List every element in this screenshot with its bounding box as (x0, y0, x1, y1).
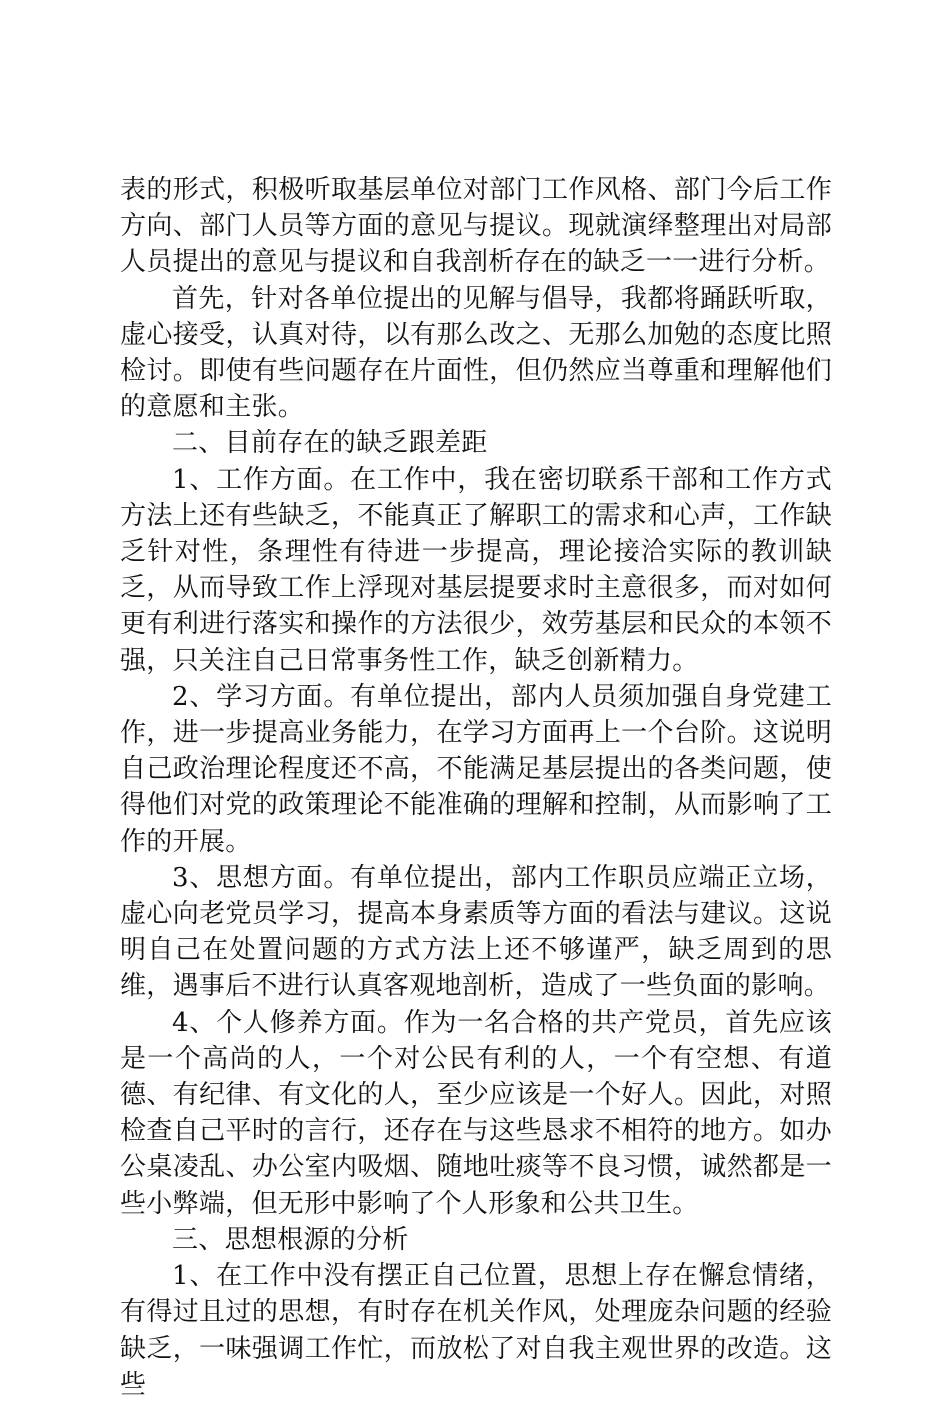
paragraph-work-aspect: 1、工作方面。在工作中，我在密切联系干部和工作方式方法上还有些缺乏，不能真正了解职工的需求和心声，工作缺乏针对性，条理性有待进一步提高，理论接洽实际的教训缺乏，从而导致工作上浮现对基层提要求时主意很多，而对如何更有利进行落实和操作的方法很少，效劳基层和民众的本领不强，只关注自己日常事务性工作，缺乏创新精力。 (120, 464, 832, 676)
paragraph-thought-aspect: 3、思想方面。有单位提出，部内工作职员应端正立场，虚心向老党员学习，提高本身素质等方面的看法与建议。这说明自己在处置问题的方式方法上还不够谨严，缺乏周到的思维，遇事后不进行认真客观地剖析，造成了一些负面的影响。 (120, 862, 832, 1002)
paragraph-attitude: 首先，针对各单位提出的见解与倡导，我都将踊跃听取，虚心接受，认真对待，以有那么改之、无那么加勉的态度比照检讨。即使有些问题存在片面性，但仍然应当尊重和理解他们的意愿和主张。 (120, 283, 832, 423)
paragraph-root-cause-1: 1、在工作中没有摆正自己位置，思想上存在懈怠情绪，有得过且过的思想，有时存在机关作风，处理庞杂问题的经验缺乏，一味强调工作忙，而放松了对自我主观世界的改造。这些 (120, 1261, 832, 1400)
document-body (120, 172, 832, 1403)
paragraph-study-aspect: 2、学习方面。有单位提出，部内人员须加强自身党建工作，进一步提高业务能力，在学习方面再上一个台阶。这说明自己政治理论程度还不高，不能满足基层提出的各类问题，使得他们对党的政策理论不能准确的理解和控制，从而影响了工作的开展。 (120, 681, 832, 857)
section-heading-shortcomings: 二、目前存在的缺乏跟差距 (172, 428, 488, 459)
paragraph-personal-cultivation: 4、个人修养方面。作为一名合格的共产党员，首先应该是一个高尚的人，一个对公民有利的人，一个有空想、有道德、有纪律、有文化的人，至少应该是一个好人。因此，对照检查自己平时的言行，还存在与这些恳求不相符的地方。如办公桌凌乱、办公室内吸烟、随地吐痰等不良习惯，诚然都是一些小弊端，但无形中影响了个人形象和公共卫生。 (120, 1007, 832, 1219)
section-heading-root-causes: 三、思想根源的分析 (172, 1224, 409, 1255)
paragraph-intro-continued: 表的形式，积极听取基层单位对部门工作风格、部门今后工作方向、部门人员等方面的意见与提议。现就演绎整理出对局部人员提出的意见与提议和自我剖析存在的缺乏一一进行分析。 (120, 175, 832, 278)
